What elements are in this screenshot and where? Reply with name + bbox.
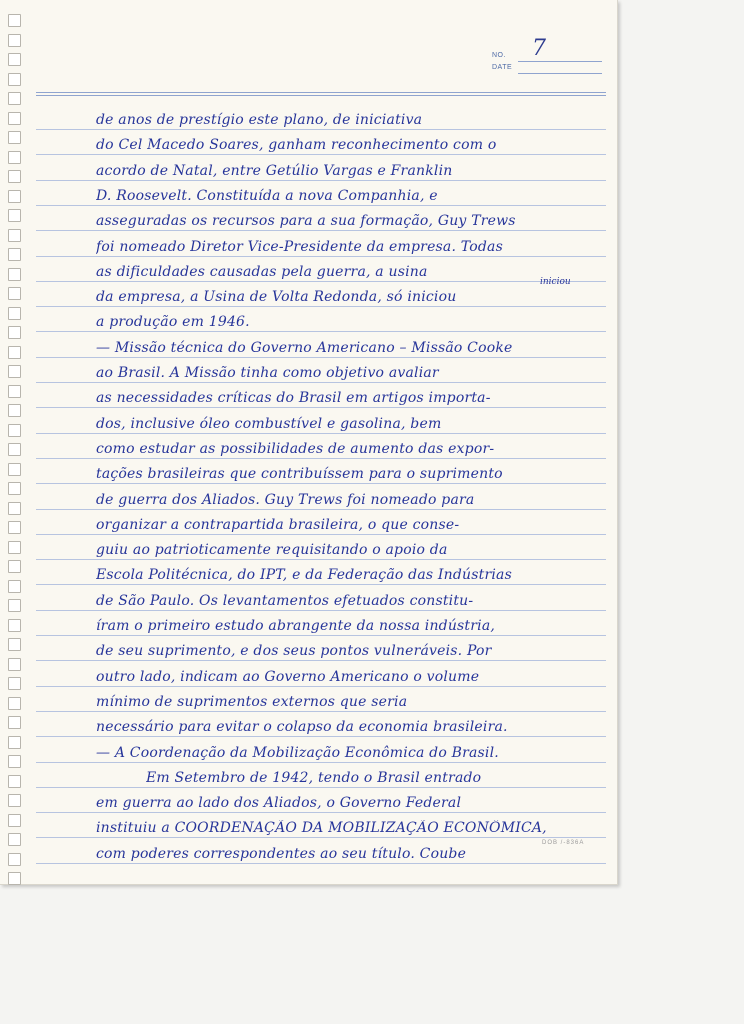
footer-code: DOB /-836A (542, 840, 585, 846)
ruled-line (36, 762, 606, 763)
binding-hole (8, 170, 21, 183)
ruled-line (36, 281, 606, 282)
text-line: de guerra dos Aliados. Guy Trews foi nomeado para (96, 491, 475, 508)
ruled-line (36, 787, 606, 788)
binding-hole (8, 697, 21, 710)
text-line: dos, inclusive óleo combustível e gasolina, bem (96, 415, 442, 432)
text-line: as necessidades críticas do Brasil em artigos importa- (96, 390, 491, 407)
ruled-line (36, 407, 606, 408)
ruled-line (36, 686, 606, 687)
inserted-word: iniciou (540, 277, 571, 288)
binding-hole (8, 794, 21, 807)
binding-hole (8, 248, 21, 261)
text-line: asseguradas os recursos para a sua formação, Guy Trews (96, 213, 516, 230)
binding-hole (8, 716, 21, 729)
text-line: Em Setembro de 1942, tendo o Brasil entrado (146, 769, 482, 786)
binding-hole (8, 404, 21, 417)
text-line: acordo de Natal, entre Getúlio Vargas e Franklin (96, 162, 453, 179)
ruled-line (36, 180, 606, 181)
text-line: de São Paulo. Os levantamentos efetuados constitu- (96, 592, 474, 609)
text-line: como estudar as possibilidades de aumento das expor- (96, 440, 495, 457)
binding-hole (8, 53, 21, 66)
ruled-line (36, 306, 606, 307)
ruled-line (36, 256, 606, 257)
text-line: instituiu a COORDENAÇÃO DA MOBILIZAÇÃO ECONÔMICA, (96, 820, 547, 837)
binding-hole (8, 424, 21, 437)
ruled-line (36, 509, 606, 510)
ruled-line (36, 610, 606, 611)
binding-hole (8, 814, 21, 827)
binding-hole (8, 833, 21, 846)
ruled-line (36, 863, 606, 864)
text-line: em guerra ao lado dos Aliados, o Governo Federal (96, 795, 462, 812)
no-label: NO. (492, 52, 506, 59)
text-line: da empresa, a Usina de Volta Redonda, só iniciou (96, 289, 457, 306)
top-rule (36, 92, 606, 93)
top-rule-second (36, 95, 606, 96)
text-line: tações brasileiras que contribuíssem para o suprimento (96, 466, 503, 483)
date-label: DATE (492, 64, 513, 71)
ruled-line (36, 357, 606, 358)
binding-hole (8, 326, 21, 339)
binding-hole (8, 34, 21, 47)
text-line: D. Roosevelt. Constituída a nova Companhia, e (96, 187, 438, 204)
binding-hole (8, 580, 21, 593)
ruled-line (36, 433, 606, 434)
text-line: as dificuldades causadas pela guerra, a usina (96, 263, 428, 280)
binding-hole (8, 619, 21, 632)
section-heading-line: — Missão técnica do Governo Americano – Missão Cooke (96, 339, 513, 356)
binding-hole (8, 14, 21, 27)
binding-hole (8, 365, 21, 378)
ruled-line (36, 205, 606, 206)
page-header (492, 36, 602, 74)
binding-hole (8, 209, 21, 222)
ruled-line (36, 837, 606, 838)
binding-hole (8, 73, 21, 86)
ruled-line (36, 635, 606, 636)
text-line: ao Brasil. A Missão tinha como objetivo avaliar (96, 365, 439, 381)
text-line: íram o primeiro estudo abrangente da nossa indústria, (96, 618, 496, 634)
binding-hole (8, 599, 21, 612)
ruled-line (36, 660, 606, 661)
binding-hole (8, 287, 21, 300)
binding-hole (8, 502, 21, 515)
binding-hole (8, 853, 21, 866)
spiral-binding (4, 0, 24, 884)
ruled-line (36, 230, 606, 231)
no-line (518, 61, 602, 62)
ruled-line (36, 812, 606, 813)
text-line: do Cel Macedo Soares, ganham reconhecimento com o (96, 137, 497, 154)
binding-hole (8, 560, 21, 573)
text-line: Escola Politécnica, do IPT, e da Federação das Indústrias (96, 567, 512, 584)
ruled-line (36, 382, 606, 383)
ruled-line (36, 711, 606, 712)
binding-hole (8, 638, 21, 651)
binding-hole (8, 736, 21, 749)
binding-hole (8, 307, 21, 320)
binding-hole (8, 775, 21, 788)
ruled-line (36, 534, 606, 535)
section-heading-line: — A Coordenação da Mobilização Econômica do Brasil. (96, 744, 499, 761)
binding-hole (8, 482, 21, 495)
binding-hole (8, 346, 21, 359)
page-number: 7 (532, 36, 546, 61)
binding-hole (8, 268, 21, 281)
ruled-line (36, 458, 606, 459)
text-line: outro lado, indicam ao Governo Americano o volume (96, 668, 480, 685)
binding-hole (8, 872, 21, 885)
binding-hole (8, 151, 21, 164)
binding-hole (8, 755, 21, 768)
text-line: guiu ao patrioticamente requisitando o apoio da (96, 542, 448, 559)
binding-hole (8, 658, 21, 671)
text-line: organizar a contrapartida brasileira, o que conse- (96, 516, 460, 533)
binding-hole (8, 443, 21, 456)
binding-hole (8, 677, 21, 690)
binding-hole (8, 463, 21, 476)
ruled-line (36, 483, 606, 484)
text-line: mínimo de suprimentos externos que seria (96, 693, 408, 710)
text-line: foi nomeado Diretor Vice-Presidente da empresa. Todas (96, 238, 503, 255)
binding-hole (8, 229, 21, 242)
binding-hole (8, 190, 21, 203)
ruled-line (36, 559, 606, 560)
text-line: a produção em 1946. (96, 314, 250, 331)
ruled-line (36, 154, 606, 155)
binding-hole (8, 131, 21, 144)
binding-hole (8, 92, 21, 105)
text-line: com poderes correspondentes ao seu título. Coube (96, 845, 467, 862)
binding-hole (8, 541, 21, 554)
binding-hole (8, 112, 21, 125)
ruled-line (36, 331, 606, 332)
ruled-line (36, 584, 606, 585)
binding-hole (8, 385, 21, 398)
text-line: necessário para evitar o colapso da economia brasileira. (96, 719, 508, 736)
ruled-line (36, 129, 606, 130)
binding-hole (8, 521, 21, 534)
ruled-line (36, 736, 606, 737)
date-line (518, 73, 602, 74)
text-line: de anos de prestígio este plano, de iniciativa (96, 112, 423, 128)
text-line: de seu suprimento, e dos seus pontos vulneráveis. Por (96, 643, 492, 660)
